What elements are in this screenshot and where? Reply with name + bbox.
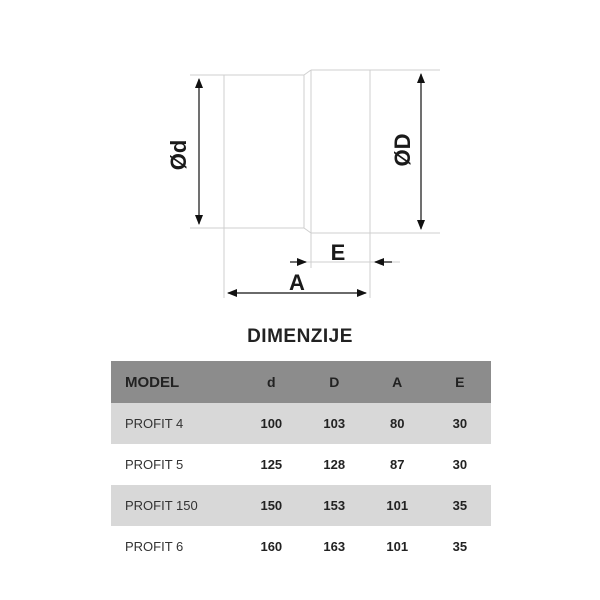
- cell-e: 35: [429, 485, 491, 526]
- cell-D: 103: [303, 403, 366, 444]
- cell-model: PROFIT 150: [111, 485, 240, 526]
- cell-model: PROFIT 4: [111, 403, 240, 444]
- dimensions-table: [111, 361, 491, 567]
- header-D: D: [303, 361, 366, 403]
- table-row: [111, 444, 491, 485]
- cell-d: 100: [240, 403, 303, 444]
- cell-e: 30: [452, 457, 468, 472]
- label-length-a: A: [289, 270, 305, 295]
- cell-model: PROFIT 5: [125, 457, 184, 472]
- cell-a: 80: [366, 403, 429, 444]
- header-a: A: [366, 361, 429, 403]
- cell-model: PROFIT 6: [125, 539, 184, 554]
- extension-lines: [190, 70, 440, 298]
- cell-e: 30: [429, 403, 491, 444]
- label-large-diameter: ØD: [390, 133, 415, 167]
- cell-D: 163: [323, 539, 346, 554]
- cell-D: 153: [303, 485, 366, 526]
- cell-d: 150: [240, 485, 303, 526]
- label-small-diameter: Ød: [166, 139, 191, 171]
- header-model: MODEL: [111, 361, 240, 403]
- cell-a: 87: [389, 457, 405, 472]
- header-d: d: [240, 361, 303, 403]
- label-length-e: E: [330, 240, 346, 265]
- cell-d: 160: [260, 539, 283, 554]
- table-row: [111, 403, 491, 444]
- header-e: E: [429, 361, 491, 403]
- table-row: [111, 485, 491, 526]
- cell-D: 128: [323, 457, 346, 472]
- cell-d: 125: [260, 457, 283, 472]
- section-title: DIMENZIJE: [247, 326, 353, 347]
- table-header-row: [111, 361, 491, 403]
- cell-a: 101: [366, 485, 429, 526]
- part-outline: [224, 70, 370, 233]
- cell-a: 101: [386, 539, 409, 554]
- table-row: [111, 526, 491, 567]
- cell-e: 35: [452, 539, 468, 554]
